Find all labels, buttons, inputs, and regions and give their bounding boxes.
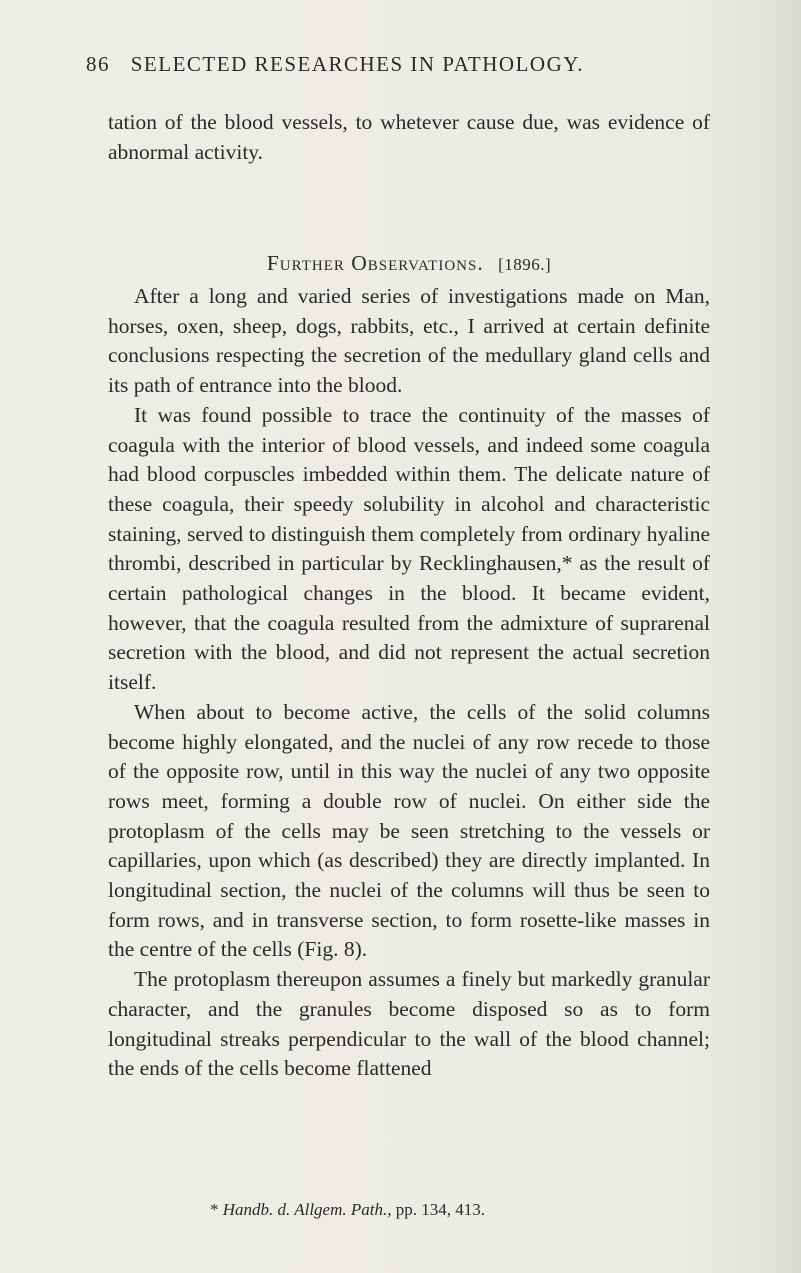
footnote [210,1200,710,1220]
page-number: 86 [86,52,110,76]
intro-paragraph: tation of the blood vessels, to whetever cause due, was evidence of abnormal activity. [108,110,710,164]
paragraph-1: After a long and varied series of investigations made on Man, horses, oxen, sheep, dogs, rabbits, etc., I arrived at certain definite conclusions respecting the secretion of the medullary gland cells and its path of entrance into the blood. [108,284,710,398]
paragraph-3: When about to become active, the cells of the solid columns become highly elongated, and the nuclei of any row recede to those of the opposite row, until in this way the nuclei of any two opposite rows meet, forming a double row of nuclei. On either side the protoplasm of the cells may be seen stretching to the vessels or capillaries, upon which (as described) they are directly implanted. In longitudinal section, the nuclei of the columns will thus be seen to form rows, and in transverse section, to form rosette-like masses in the centre of the cells (Fig. 8). [108,699,710,962]
paragraph-2: It was found possible to trace the continuity of the masses of coagula with the interior of blood vessels, and indeed some coagula had blood corpuscles imbedded within them. The delicate nature of these coagula, their speedy solubility in alcohol and characteristic staining, served to distinguish them completely from ordinary hyaline thrombi, described in particular by Recklinghausen,* as the result of certain pathological changes in the blood. It became evident, however, that the coagula resulted from the admixture of suprarenal secretion with the blood, and did not represent the actual secretion itself. [108,402,710,695]
intro-text-block [108,108,710,167]
footnote-pages: pp. 134, 413. [395,1200,485,1219]
section-title: Further Observations. [266,251,484,275]
paragraph-4: The protoplasm thereupon assumes a finely but markedly granular character, and the granules become disposed so as to form longitudinal streaks perpendicular to the wall of the blood channel; the ends of the cells become flattened [108,967,710,1081]
footnote-marker: * [210,1200,219,1219]
running-header [86,52,706,77]
section-date: [1896.] [498,255,552,274]
footnote-source: Handb. d. Allgem. Path., [222,1200,392,1219]
section-heading [108,251,710,276]
running-title: SELECTED RESEARCHES IN PATHOLOGY. [130,52,584,76]
body-text-block [108,282,710,1084]
